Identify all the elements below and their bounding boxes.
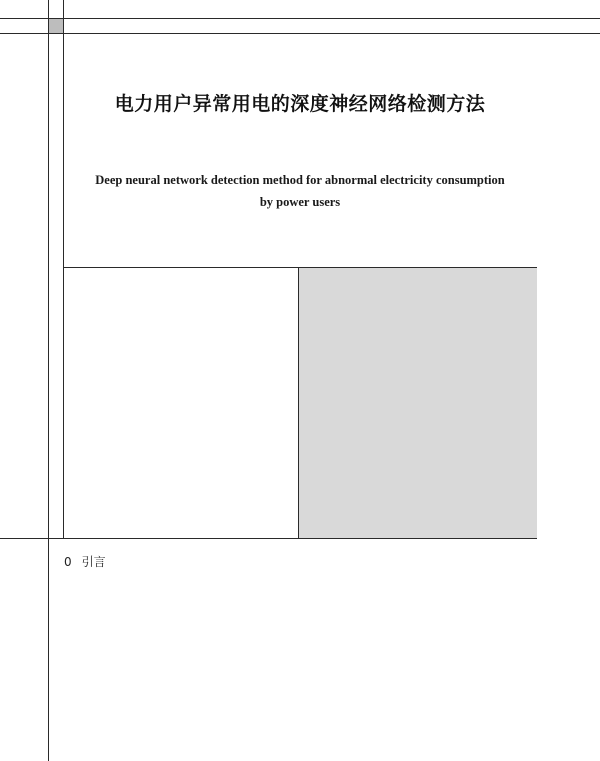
figure-bottom-rule <box>0 538 537 539</box>
figure-panel-left <box>64 268 298 538</box>
paper-title-english-line-2: by power users <box>259 195 341 209</box>
section-heading-introduction <box>64 553 106 570</box>
paper-title-english <box>70 169 530 213</box>
left-margin-rule <box>48 0 49 761</box>
section-number: 0 <box>64 555 72 569</box>
figure-panel-right <box>299 268 537 538</box>
header-rule <box>0 33 600 34</box>
figure-top-rule <box>63 267 537 268</box>
paper-title-chinese: 电力用户异常用电的深度神经网络检测方法 <box>114 92 486 115</box>
paper-title-english-line-1: Deep neural network detection method for abnormal electricity consumption <box>95 173 505 187</box>
figure-divider-rule <box>298 267 299 538</box>
section-title: 引言 <box>81 555 106 569</box>
corner-marker <box>49 19 63 33</box>
top-rule <box>0 18 600 19</box>
